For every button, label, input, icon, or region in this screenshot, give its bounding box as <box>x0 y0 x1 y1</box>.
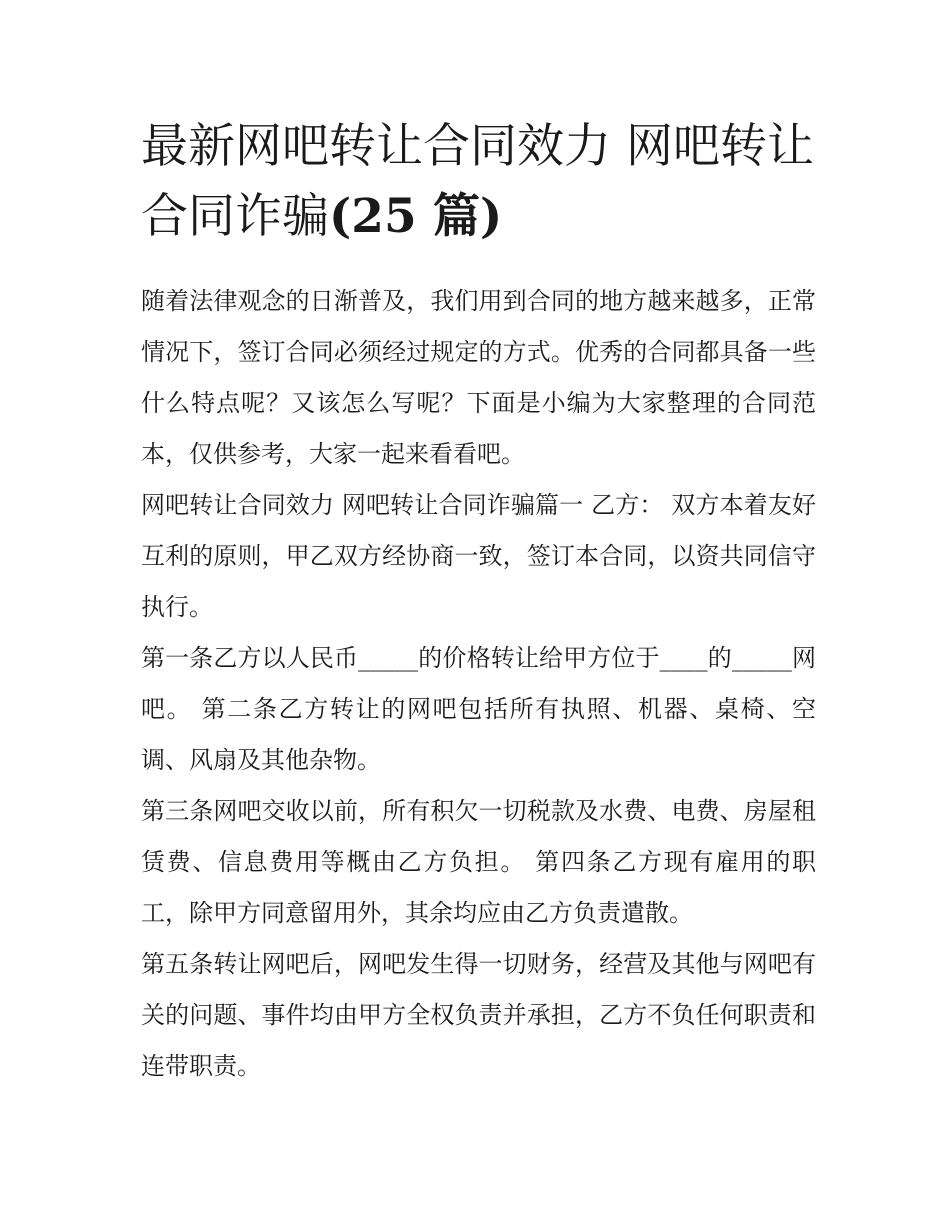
paragraph-intro: 随着法律观念的日渐普及，我们用到合同的地方越来越多，正常情况下，签订合同必须经过规定的方式。优秀的合同都具备一些什么特点呢？又该怎么写呢？下面是小编为大家整理的合同范本，仅供参考，大家一起来看看吧。 <box>141 287 816 468</box>
paragraph-article-5: 第五条转让网吧后，网吧发生得一切财务，经营及其他与网吧有关的问题、事件均由甲方全权负责并承担，乙方不负任何职责和连带职责。 <box>141 950 816 1080</box>
document-title <box>141 112 816 252</box>
document-content <box>141 112 816 1092</box>
paragraph-article-1-2: 第一条乙方以人民币_____的价格转让给甲方位于____的_____网吧。 第二条乙方转让的网吧包括所有执照、机器、桌椅、空调、风扇及其他杂物。 <box>141 644 816 774</box>
paragraph-article-3-4: 第三条网吧交收以前，所有积欠一切税款及水费、电费、房屋租赁费、信息费用等概由乙方负担。 第四条乙方现有雇用的职工，除甲方同意留用外，其余均应由乙方负责遣散。 <box>141 797 816 927</box>
title-main: 最新网吧转让合同效力 网吧转让合同诈骗 <box>141 119 814 244</box>
paragraph-part-one: 网吧转让合同效力 网吧转让合同诈骗篇一 乙方： 双方本着友好互利的原则，甲乙双方经协商一致，签订本合同，以资共同信守执行。 <box>141 491 816 621</box>
title-count: (25 篇) <box>329 189 503 244</box>
